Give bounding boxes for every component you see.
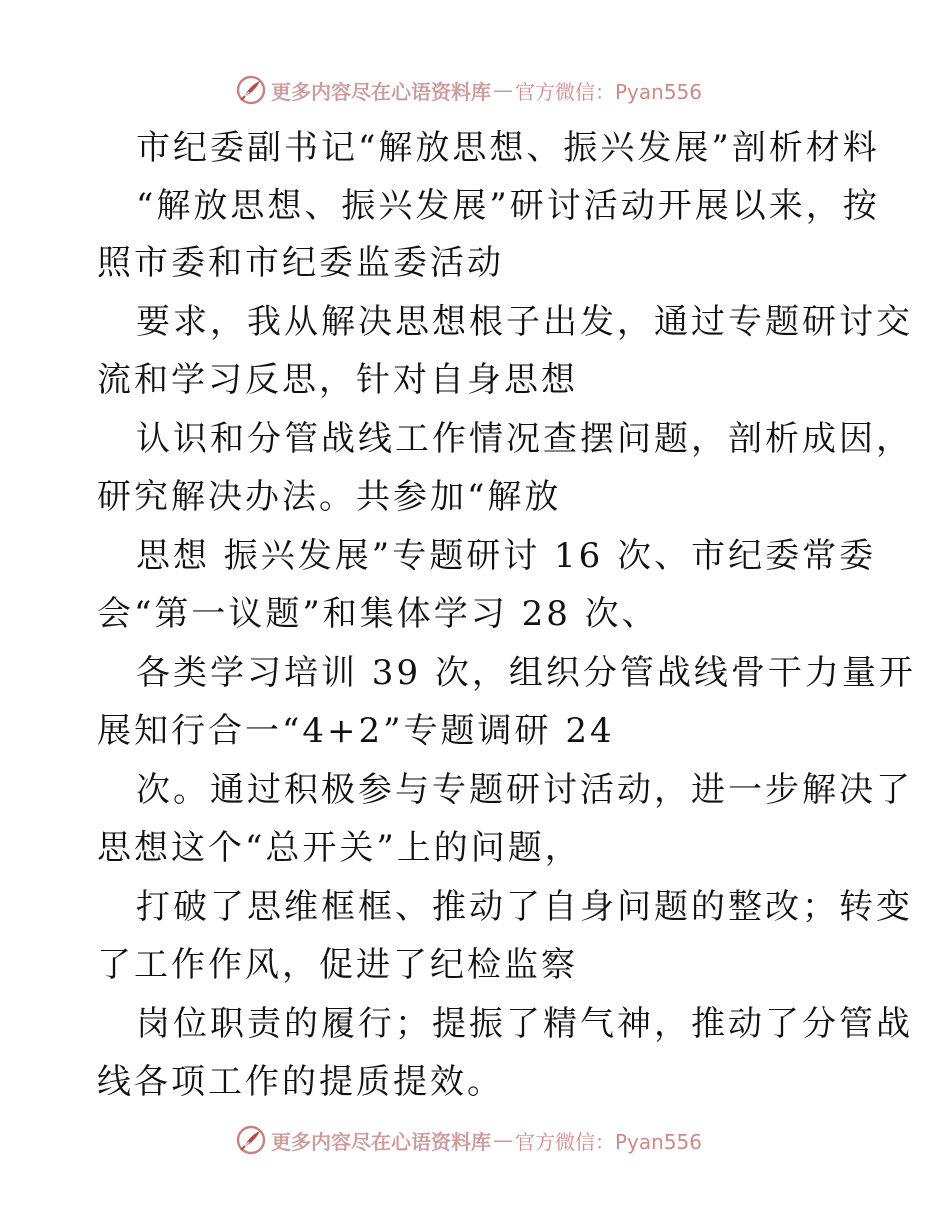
footer-watermark xyxy=(235,1122,702,1158)
paragraph-line: 各类学习培训 39 次，组织分管战线骨干力量开 xyxy=(136,653,916,693)
paragraph-line: 要求，我从解决思想根子出发，通过专题研讨交 xyxy=(136,302,913,342)
paragraph-line: 照市委和市纪委监委活动 xyxy=(97,243,504,283)
watermark-main-text: 更多内容尽在心语资料库 xyxy=(271,79,491,104)
paragraph-line: 思想 振兴发展”专题研讨 16 次、市纪委常委 xyxy=(136,536,877,576)
paragraph-line: 岗位职责的履行；提振了精气神，推动了分管战 xyxy=(136,1004,913,1044)
feather-pen-logo-icon xyxy=(235,74,267,106)
watermark-separator: — xyxy=(493,1128,513,1152)
paragraph-line: 打破了思维框框、推动了自身问题的整改；转变 xyxy=(136,887,913,927)
watermark-contact-text: 官方微信：Pyan556 xyxy=(515,79,703,104)
paragraph-line: “解放思想、振兴发展”研讨活动开展以来，按 xyxy=(136,186,880,226)
watermark-main-text: 更多内容尽在心语资料库 xyxy=(271,1129,491,1154)
paragraph-line: 研究解决办法。共参加“解放 xyxy=(97,477,562,517)
paragraph-line: 思想这个“总开关”上的问题， xyxy=(97,828,582,868)
paragraph-line: 会“第一议题”和集体学习 28 次、 xyxy=(97,594,659,634)
paragraph-line: 线各项工作的提质提效。 xyxy=(97,1062,504,1102)
header-watermark xyxy=(235,72,702,108)
paragraph-line: 认识和分管战线工作情况查摆问题，剖析成因， xyxy=(136,419,913,459)
paragraph-line: 次。通过积极参与专题研讨活动，进一步解决了 xyxy=(136,770,913,810)
paragraph-line: 了工作作风，促进了纪检监察 xyxy=(97,945,578,985)
watermark-contact-text: 官方微信：Pyan556 xyxy=(515,1129,703,1154)
feather-pen-logo-icon xyxy=(235,1124,267,1156)
paragraph-line: 展知行合一“4+2”专题调研 24 xyxy=(97,711,615,751)
watermark-separator: — xyxy=(493,78,513,102)
paragraph-line: 流和学习反思，针对自身思想 xyxy=(97,360,578,400)
document-title: 市纪委副书记“解放思想、振兴发展”剖析材料 xyxy=(136,128,880,168)
